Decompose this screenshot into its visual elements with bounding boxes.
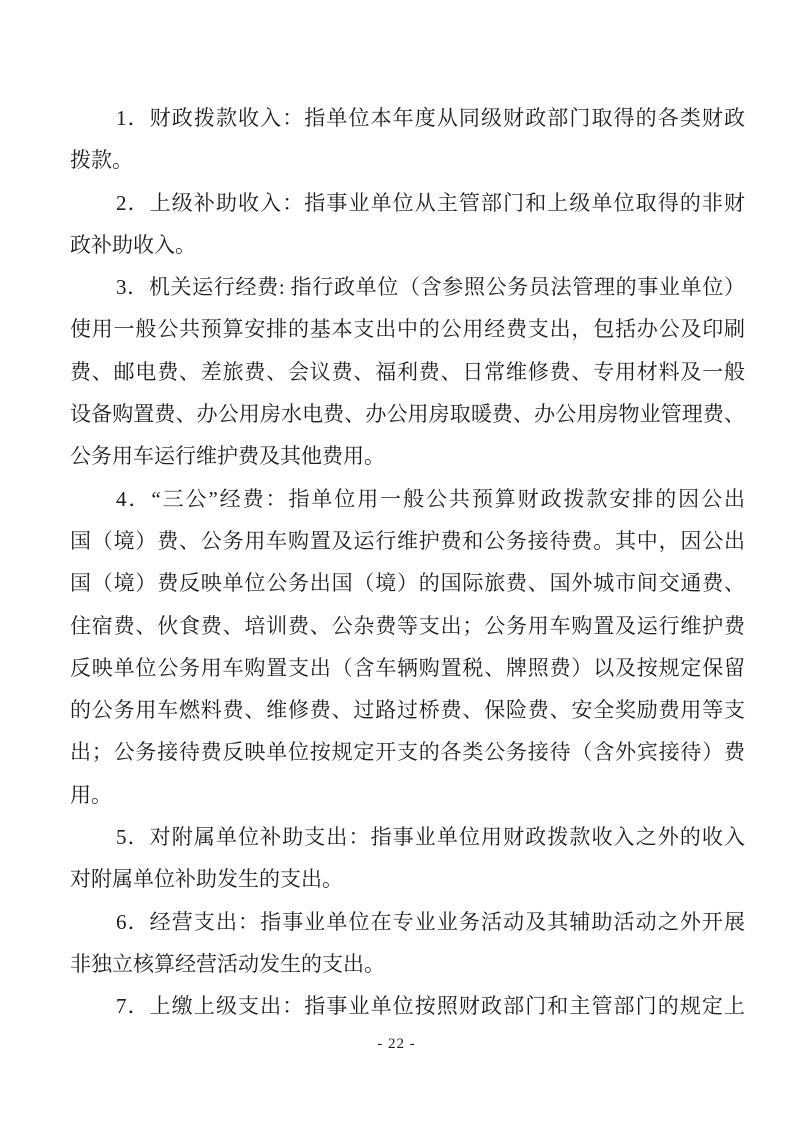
text-line: 对附属单位补助发生的支出。 xyxy=(70,867,343,892)
page-number: - 22 - xyxy=(377,1036,416,1052)
text-line: 国（境）费反映单位公务出国（境）的国际旅费、国外城市间交通费、 xyxy=(70,571,745,596)
text-line: 住宿费、伙食费、培训费、公杂费等支出；公务用车购置及运行维护费 xyxy=(70,613,745,638)
text-line: 出；公务接待费反映单位按规定开支的各类公务接待（含外宾接待）费 xyxy=(70,740,745,765)
paragraph xyxy=(70,816,745,901)
text-line: 拨款。 xyxy=(70,148,133,173)
paragraph xyxy=(70,901,745,986)
paragraph xyxy=(70,182,745,267)
text-line: 7．上缴上级支出：指事业单位按照财政部门和主管部门的规定上 xyxy=(116,994,745,1019)
text-line: 费、邮电费、差旅费、会议费、福利费、日常维修费、专用材料及一般 xyxy=(70,359,745,384)
paragraph xyxy=(70,478,745,816)
text-line: 2．上级补助收入：指事业单位从主管部门和上级单位取得的非财 xyxy=(116,190,745,215)
paragraph xyxy=(70,266,745,477)
text-line: 3．机关运行经费: 指行政单位（含参照公务员法管理的事业单位） xyxy=(116,275,745,300)
text-line: 设备购置费、办公用房水电费、办公用房取暖费、办公用房物业管理费、 xyxy=(70,402,745,427)
text-line: 的公务用车燃料费、维修费、过路过桥费、保险费、安全奖励费用等支 xyxy=(70,698,745,723)
text-line: 公务用车运行维护费及其他费用。 xyxy=(70,444,385,469)
text-line: 非独立核算经营活动发生的支出。 xyxy=(70,951,385,976)
text-line: 用。 xyxy=(70,782,112,807)
paragraph xyxy=(70,985,745,1027)
text-line: 1．财政拨款收入：指单位本年度从同级财政部门取得的各类财政 xyxy=(116,106,745,130)
text-line: 使用一般公共预算安排的基本支出中的公用经费支出，包括办公及印刷 xyxy=(70,317,745,342)
text-line: 国（境）费、公务用车购置及运行维护费和公务接待费。其中，因公出 xyxy=(70,528,745,553)
text-line: 反映单位公务用车购置支出（含车辆购置税、牌照费）以及按规定保留 xyxy=(70,655,745,680)
text-line: 政补助收入。 xyxy=(70,232,196,257)
paragraph xyxy=(70,97,745,182)
text-line: 6．经营支出：指事业单位在专业业务活动及其辅助活动之外开展 xyxy=(116,909,745,934)
document-body xyxy=(70,97,745,1028)
text-line: 4．“三公”经费：指单位用一般公共预算财政拨款安排的因公出 xyxy=(116,486,745,511)
text-line: 5．对附属单位补助支出：指事业单位用财政拨款收入之外的收入 xyxy=(116,825,745,850)
